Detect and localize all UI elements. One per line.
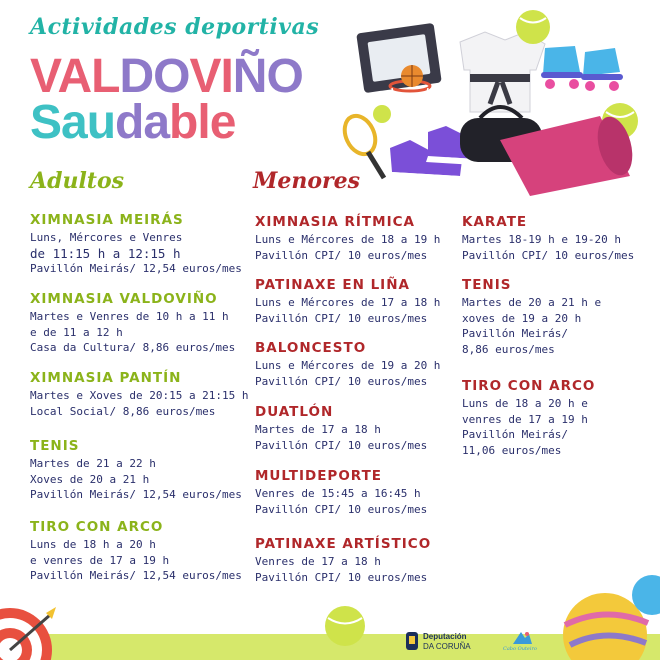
activity-baloncesto [255,339,485,389]
activity-title: TIRO CON ARCO [30,519,164,535]
activity-line: Luns e Mércores de 17 a 18 h [255,296,441,309]
cabo-logo [503,630,543,658]
activity-karate [462,213,652,263]
title-segment: da [115,96,170,149]
activity-line: Pavillón CPI/ 10 euros/mes [255,311,428,325]
activity-duatlon [255,403,485,453]
adults-section-header: Adultos [30,168,125,194]
title-segment: ble [169,96,236,149]
activity-line: Pavillón CPI/ 10 euros/mes [462,248,635,262]
tennis-ball-icon [373,105,391,123]
karate-gi-icon [460,32,545,112]
sports-illustration [340,0,660,200]
activity-line: Local Social/ 8,86 euros/mes [30,404,216,418]
title-segment: DO [119,50,190,103]
activity-line: Casa da Cultura/ 8,86 euros/mes [30,341,236,354]
basketball-hoop-icon [356,23,442,112]
activity-tiro-con-arco-adultos [30,518,260,584]
deputacion-logo [405,628,485,658]
activity-line: Luns, Mércores e Venres [30,231,183,244]
activity-title: DUATLÓN [255,404,334,420]
cabo-logo-icon [511,630,533,646]
activity-line: Pavillón CPI/ 10 euros/mes [255,374,428,388]
activity-line: Martes de 17 a 18 h [255,423,381,436]
activity-title: PATINAXE ARTÍSTICO [255,536,432,552]
poster-title-line1 [30,52,303,102]
activity-line: e venres de 17 a 19 h [30,553,170,567]
deputacion-logo-icon [405,630,419,652]
activity-line: e de 11 a 12 h [30,325,123,339]
activity-line: Pavillón CPI/ 10 euros/mes [255,570,428,584]
activity-patinaxe-artistico [255,535,485,585]
activity-line: Pavillón CPI/ 10 euros/mes [255,438,428,452]
activity-line: Xoves de 20 a 21 h [30,472,150,486]
activity-line: Martes e Xoves de 20:15 a 21:15 h [30,389,249,402]
tennis-ball-icon [322,603,368,649]
activity-line: Pavillón Meirás/ [462,428,568,441]
activity-tenis-menores [462,276,652,357]
activity-patinaxe-en-lina [255,276,485,326]
minors-section-header: Menores [253,168,360,194]
cabo-logo-text: Cabo Outeiro [503,646,537,652]
activity-line: Martes 18-19 h e 19-20 h [462,233,621,246]
activity-line: Pavillón Meirás/ 12,54 euros/mes [30,569,242,582]
activity-title: MULTIDEPORTE [255,468,383,484]
fitness-ball-icon [560,575,660,660]
activity-line: Pavillón Meirás/ 12,54 euros/mes [30,262,242,275]
activity-multideporte [255,467,485,517]
activity-line: Martes de 21 a 22 h [30,457,156,470]
activity-ximnasia-valdovino [30,290,260,356]
activity-title: PATINAXE EN LIÑA [255,277,410,293]
deputacion-logo-line1: Deputación [423,632,467,641]
poster-title-line2 [30,98,235,148]
activity-line: Luns de 18 a 20 h e [462,397,588,410]
activity-title: BALONCESTO [255,340,367,356]
activity-tiro-con-arco-menores [462,377,652,458]
activity-line: de 11:15 h a 12:15 h [30,245,181,261]
title-segment: VI [189,50,233,103]
title-segment: Sau [30,96,116,149]
activity-line: Pavillón CPI/ 10 euros/mes [255,502,428,516]
activity-line: venres de 17 a 19 h [462,412,588,426]
activity-title: XIMNASIA MEIRÁS [30,212,184,228]
activity-title: XIMNASIA VALDOVIÑO [30,291,218,307]
title-segment: VAL [30,50,120,103]
activity-line: Venres de 15:45 a 16:45 h [255,487,421,500]
activity-line: 8,86 euros/mes [462,342,555,356]
title-segment: ÑO [232,50,303,103]
activity-title: TIRO CON ARCO [462,378,596,394]
activity-line: Martes de 20 a 21 h e [462,296,602,309]
activity-title: KARATE [462,214,528,230]
activity-ximnasia-pantin [30,369,260,419]
roller-skates-icon [541,46,623,91]
activity-title: XIMNASIA RÍTMICA [255,214,415,230]
activity-line: xoves de 19 a 20 h [462,311,582,325]
activity-title: XIMNASIA PANTÍN [30,370,182,386]
deputacion-logo-line2: DA CORUÑA [423,642,471,651]
activity-title: TENIS [30,438,80,454]
activity-line: Luns de 18 h a 20 h [30,538,156,551]
activity-tenis-adultos [30,437,260,503]
activity-line: 11,06 euros/mes [462,443,562,457]
activity-line: Venres de 17 a 18 h [255,555,381,568]
activity-ximnasia-ritmica [255,213,485,263]
poster-subtitle: Actividades deportivas [30,14,320,40]
archery-target-icon [0,595,60,660]
activity-line: Pavillón CPI/ 10 euros/mes [255,248,428,262]
activity-line: Martes e Venres de 10 h a 11 h [30,310,229,323]
tennis-ball-icon [516,10,550,44]
activity-line: Pavillón Meirás/ 12,54 euros/mes [30,488,242,501]
activity-title: TENIS [462,277,512,293]
activity-line: Luns e Mércores de 18 a 19 h [255,233,441,246]
activity-line: Luns e Mércores de 19 a 20 h [255,359,441,372]
activity-ximnasia-meiras [30,211,260,277]
activity-line: Pavillón Meirás/ [462,327,568,340]
